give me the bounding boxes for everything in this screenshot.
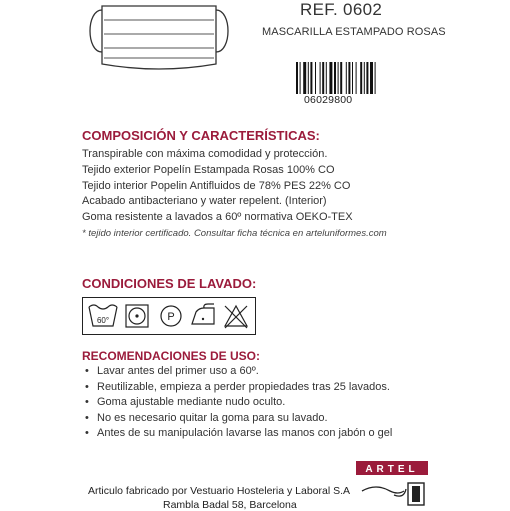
barcode-icon	[296, 62, 388, 94]
tumble-dry-icon	[126, 305, 148, 327]
recommendations-heading: RECOMENDACIONES DE USO:	[82, 349, 261, 363]
barcode-number: 06029800	[304, 94, 353, 106]
brand-name: ARTEL	[365, 464, 419, 475]
dry-clean-p-icon	[161, 306, 181, 326]
care-symbols-strip	[83, 298, 255, 334]
list-item: • Lavar antes del primer uso a 60º.	[82, 364, 502, 380]
composition-line: Tejido interior Popelin Antifluidos de 78% PES 22% CO	[82, 179, 351, 192]
composition-text	[82, 147, 502, 242]
composition-line: Transpirable con máxima comodidad y protección.	[82, 148, 328, 160]
composition-line: Tejido exterior Popelín Estampada Rosas 100% CO	[82, 163, 335, 176]
product-name: MASCARILLA ESTAMPADO ROSAS	[262, 26, 446, 38]
composition-heading: COMPOSICIÓN Y CARACTERÍSTICAS:	[82, 128, 320, 143]
mask-illustration	[84, 0, 234, 74]
wash-temperature: 60°	[96, 316, 110, 325]
list-item: • Antes de su manipulación lavarse las manos con jabón o gel	[82, 426, 502, 442]
composition-line: Acabado antibacteriano y water repelent. (Interior)	[82, 195, 327, 208]
list-item: • No es necesario quitar la goma para su lavado.	[82, 411, 502, 427]
washing-heading: CONDICIONES DE LAVADO:	[82, 276, 257, 291]
composition-line: Goma resistente a lavados a 60º normativa OEKO-TEX	[82, 211, 353, 224]
dry-clean-letter: P	[167, 311, 175, 323]
footer-address: Rambla Badal 58, Barcelona	[163, 499, 297, 511]
composition-note: * tejido interior certificado. Consultar ficha técnica en arteluniformes.com	[82, 227, 387, 239]
wash-60-icon	[89, 305, 117, 326]
artel-logo	[354, 461, 430, 509]
recommendations-list	[82, 364, 502, 442]
washing-symbols	[82, 297, 256, 335]
product-reference: REF. 0602	[300, 0, 383, 19]
list-item: • Goma ajustable mediante nudo oculto.	[82, 395, 502, 411]
iron-icon	[192, 304, 214, 324]
list-item: • Reutilizable, empieza a perder propiedades tras 25 lavados.	[82, 380, 502, 396]
no-bleach-icon	[225, 306, 247, 328]
footer-manufacturer: Articulo fabricado por Vestuario Hosteleria y Laboral S.A	[88, 485, 351, 497]
